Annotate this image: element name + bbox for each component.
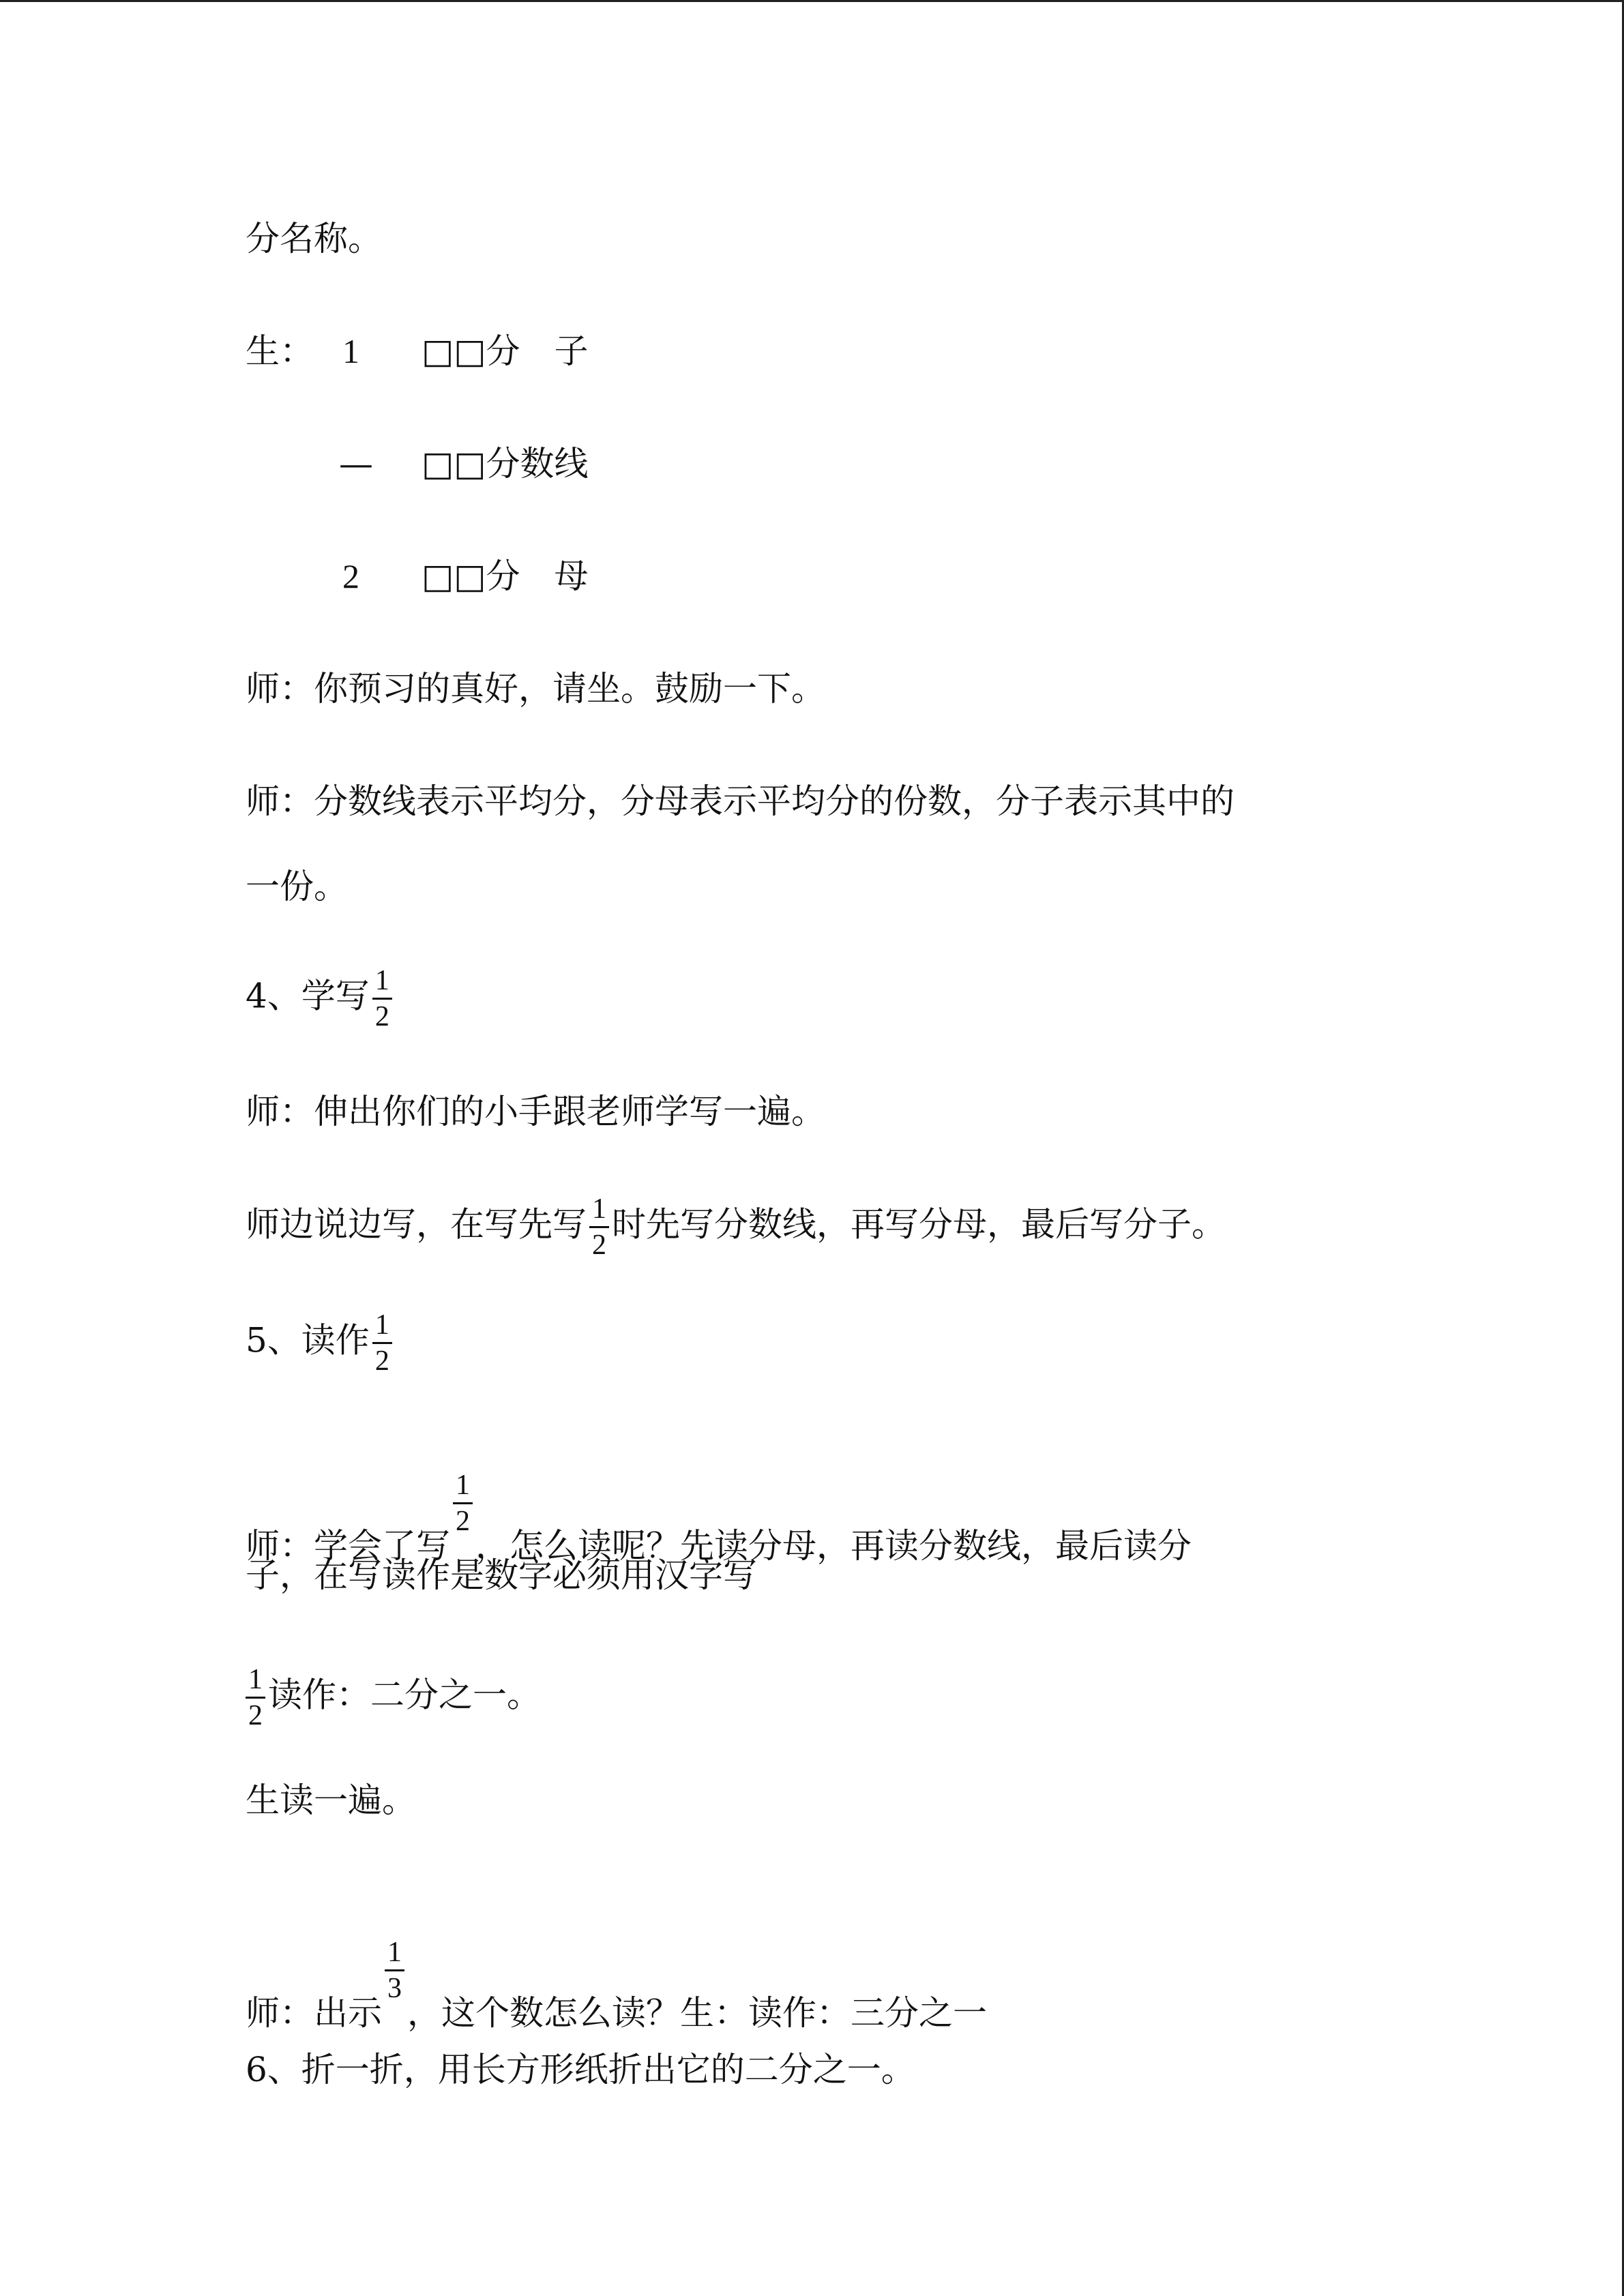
- fraction-numerator: 1: [246, 1664, 265, 1699]
- text-line-explain-2: 一份。: [246, 867, 348, 906]
- text-line-explain-1: 师：分数线表示平均分，分母表示平均分的份数，分子表示其中的: [246, 781, 1235, 821]
- fraction-bar-name: □□分数线: [422, 444, 589, 483]
- text-line-writing-order: [246, 1193, 1226, 1261]
- fraction-bar-symbol: —: [339, 444, 373, 483]
- text-line-chinese-chars: 子，在写读作是数字必须用汉字写: [246, 1555, 757, 1595]
- step-6-fold: 6、折一折，用长方形纸折出它的二分之一。: [246, 2050, 915, 2089]
- step-5-read: [246, 1309, 395, 1377]
- student-label: 生：: [246, 331, 314, 371]
- fraction-one-half: [453, 1470, 473, 1537]
- text-line-students-read: 生读一遍。: [246, 1780, 416, 1820]
- denominator-digit: 2: [342, 557, 359, 595]
- how-to-read-suffix: ，怎么读呢？先读分母，再读分数线，最后读分: [475, 1526, 1192, 1566]
- fraction-denominator: 2: [456, 1506, 470, 1537]
- numerator-digit: 1: [342, 332, 359, 370]
- fraction-one-half: [372, 1309, 392, 1377]
- writing-order-prefix: 师边说边写，在写先写: [246, 1204, 587, 1244]
- text-line-1: 分名称。: [246, 219, 382, 258]
- text-line-praise: 师：你预习的真好，请坐。鼓励一下。: [246, 669, 825, 709]
- text-line-read-as: [246, 1664, 541, 1731]
- fraction-one-half: [246, 1664, 265, 1731]
- page-border-top: [0, 0, 1624, 2]
- denominator-name: □□分 母: [422, 556, 589, 596]
- how-to-read-prefix: 师：学会了写: [246, 1526, 450, 1566]
- step-5-label: 5、读作: [246, 1320, 370, 1360]
- fraction-denominator: 2: [374, 1345, 389, 1377]
- show-third-prefix: 师：出示: [246, 1993, 382, 2033]
- writing-order-suffix: 时先写分数线，再写分母，最后写分子。: [612, 1204, 1226, 1244]
- fraction-denominator: 2: [248, 1700, 263, 1731]
- text-line-follow-teacher: 师：伸出你们的小手跟老师学写一遍。: [246, 1092, 825, 1131]
- step-4-label: 4、学写: [246, 976, 370, 1016]
- fraction-numerator: 1: [453, 1470, 473, 1504]
- fraction-numerator: 1: [589, 1193, 609, 1228]
- text-line-show-third: [246, 1937, 987, 2033]
- show-third-suffix: ，这个数怎么读？生：读作：三分之一: [407, 1993, 987, 2033]
- numerator-name: □□分 子: [422, 331, 589, 371]
- fraction-denominator: 3: [387, 1973, 402, 2004]
- fraction-numerator: 1: [385, 1937, 404, 1971]
- fraction-one-half: [372, 965, 392, 1032]
- fraction-denominator: 2: [374, 1001, 389, 1032]
- fraction-one-half: [589, 1193, 609, 1261]
- fraction-numerator: 1: [372, 965, 392, 1000]
- step-4-learn-write: [246, 965, 395, 1032]
- fraction-denominator: 2: [592, 1229, 606, 1261]
- read-as-text: 读作：二分之一。: [268, 1675, 541, 1715]
- fraction-numerator: 1: [372, 1309, 392, 1344]
- fraction-one-third: [385, 1937, 404, 2004]
- text-line-how-to-read: [246, 1470, 1192, 1566]
